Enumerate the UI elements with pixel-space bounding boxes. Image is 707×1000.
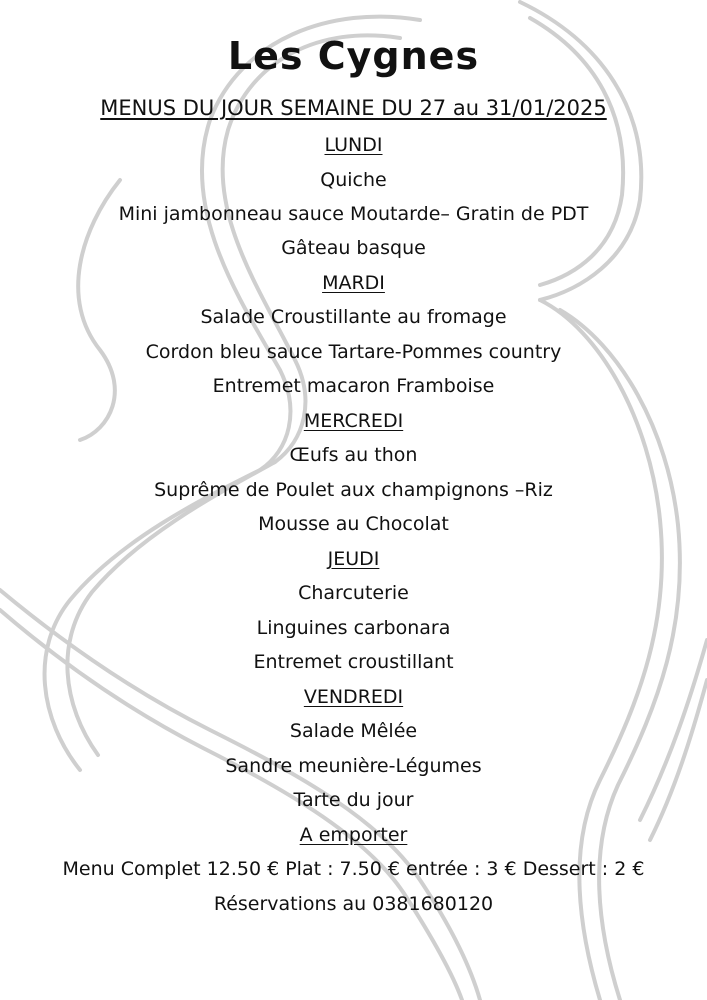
dish-mercredi-starter: Œufs au thon bbox=[289, 444, 418, 466]
day-heading-mercredi: MERCREDI bbox=[303, 410, 404, 432]
day-heading-vendredi: VENDREDI bbox=[303, 686, 404, 708]
dish-mercredi-dessert: Mousse au Chocolat bbox=[258, 513, 449, 535]
reservations-phone: Réservations au 0381680120 bbox=[213, 893, 494, 915]
day-heading-lundi: LUNDI bbox=[324, 134, 383, 156]
dish-mardi-starter: Salade Croustillante au fromage bbox=[200, 306, 507, 328]
day-heading-mardi: MARDI bbox=[322, 272, 385, 294]
dish-mardi-dessert: Entremet macaron Framboise bbox=[212, 375, 495, 397]
takeaway-prices: Menu Complet 12.50 € Plat : 7.50 € entrée : 3 € Dessert : 2 € bbox=[62, 858, 645, 880]
dish-vendredi-dessert: Tarte du jour bbox=[293, 789, 414, 811]
restaurant-title: Les Cygnes bbox=[227, 34, 480, 78]
dish-mercredi-main: Suprême de Poulet aux champignons –Riz bbox=[154, 479, 553, 501]
dish-lundi-starter: Quiche bbox=[320, 169, 387, 191]
dish-mardi-main: Cordon bleu sauce Tartare-Pommes country bbox=[145, 341, 562, 363]
dish-jeudi-starter: Charcuterie bbox=[298, 582, 409, 604]
dish-lundi-main: Mini jambonneau sauce Moutarde– Gratin de PDT bbox=[118, 203, 589, 225]
dish-vendredi-starter: Salade Mêlée bbox=[289, 720, 418, 742]
takeaway-heading: A emporter bbox=[299, 824, 408, 846]
dish-lundi-dessert: Gâteau basque bbox=[281, 237, 426, 259]
dish-jeudi-dessert: Entremet croustillant bbox=[253, 651, 454, 673]
dish-vendredi-main: Sandre meunière-Légumes bbox=[225, 755, 482, 777]
menu-week-subtitle: MENUS DU JOUR SEMAINE DU 27 au 31/01/2025 bbox=[100, 96, 607, 120]
day-heading-jeudi: JEUDI bbox=[327, 548, 380, 570]
dish-jeudi-main: Linguines carbonara bbox=[256, 617, 451, 639]
